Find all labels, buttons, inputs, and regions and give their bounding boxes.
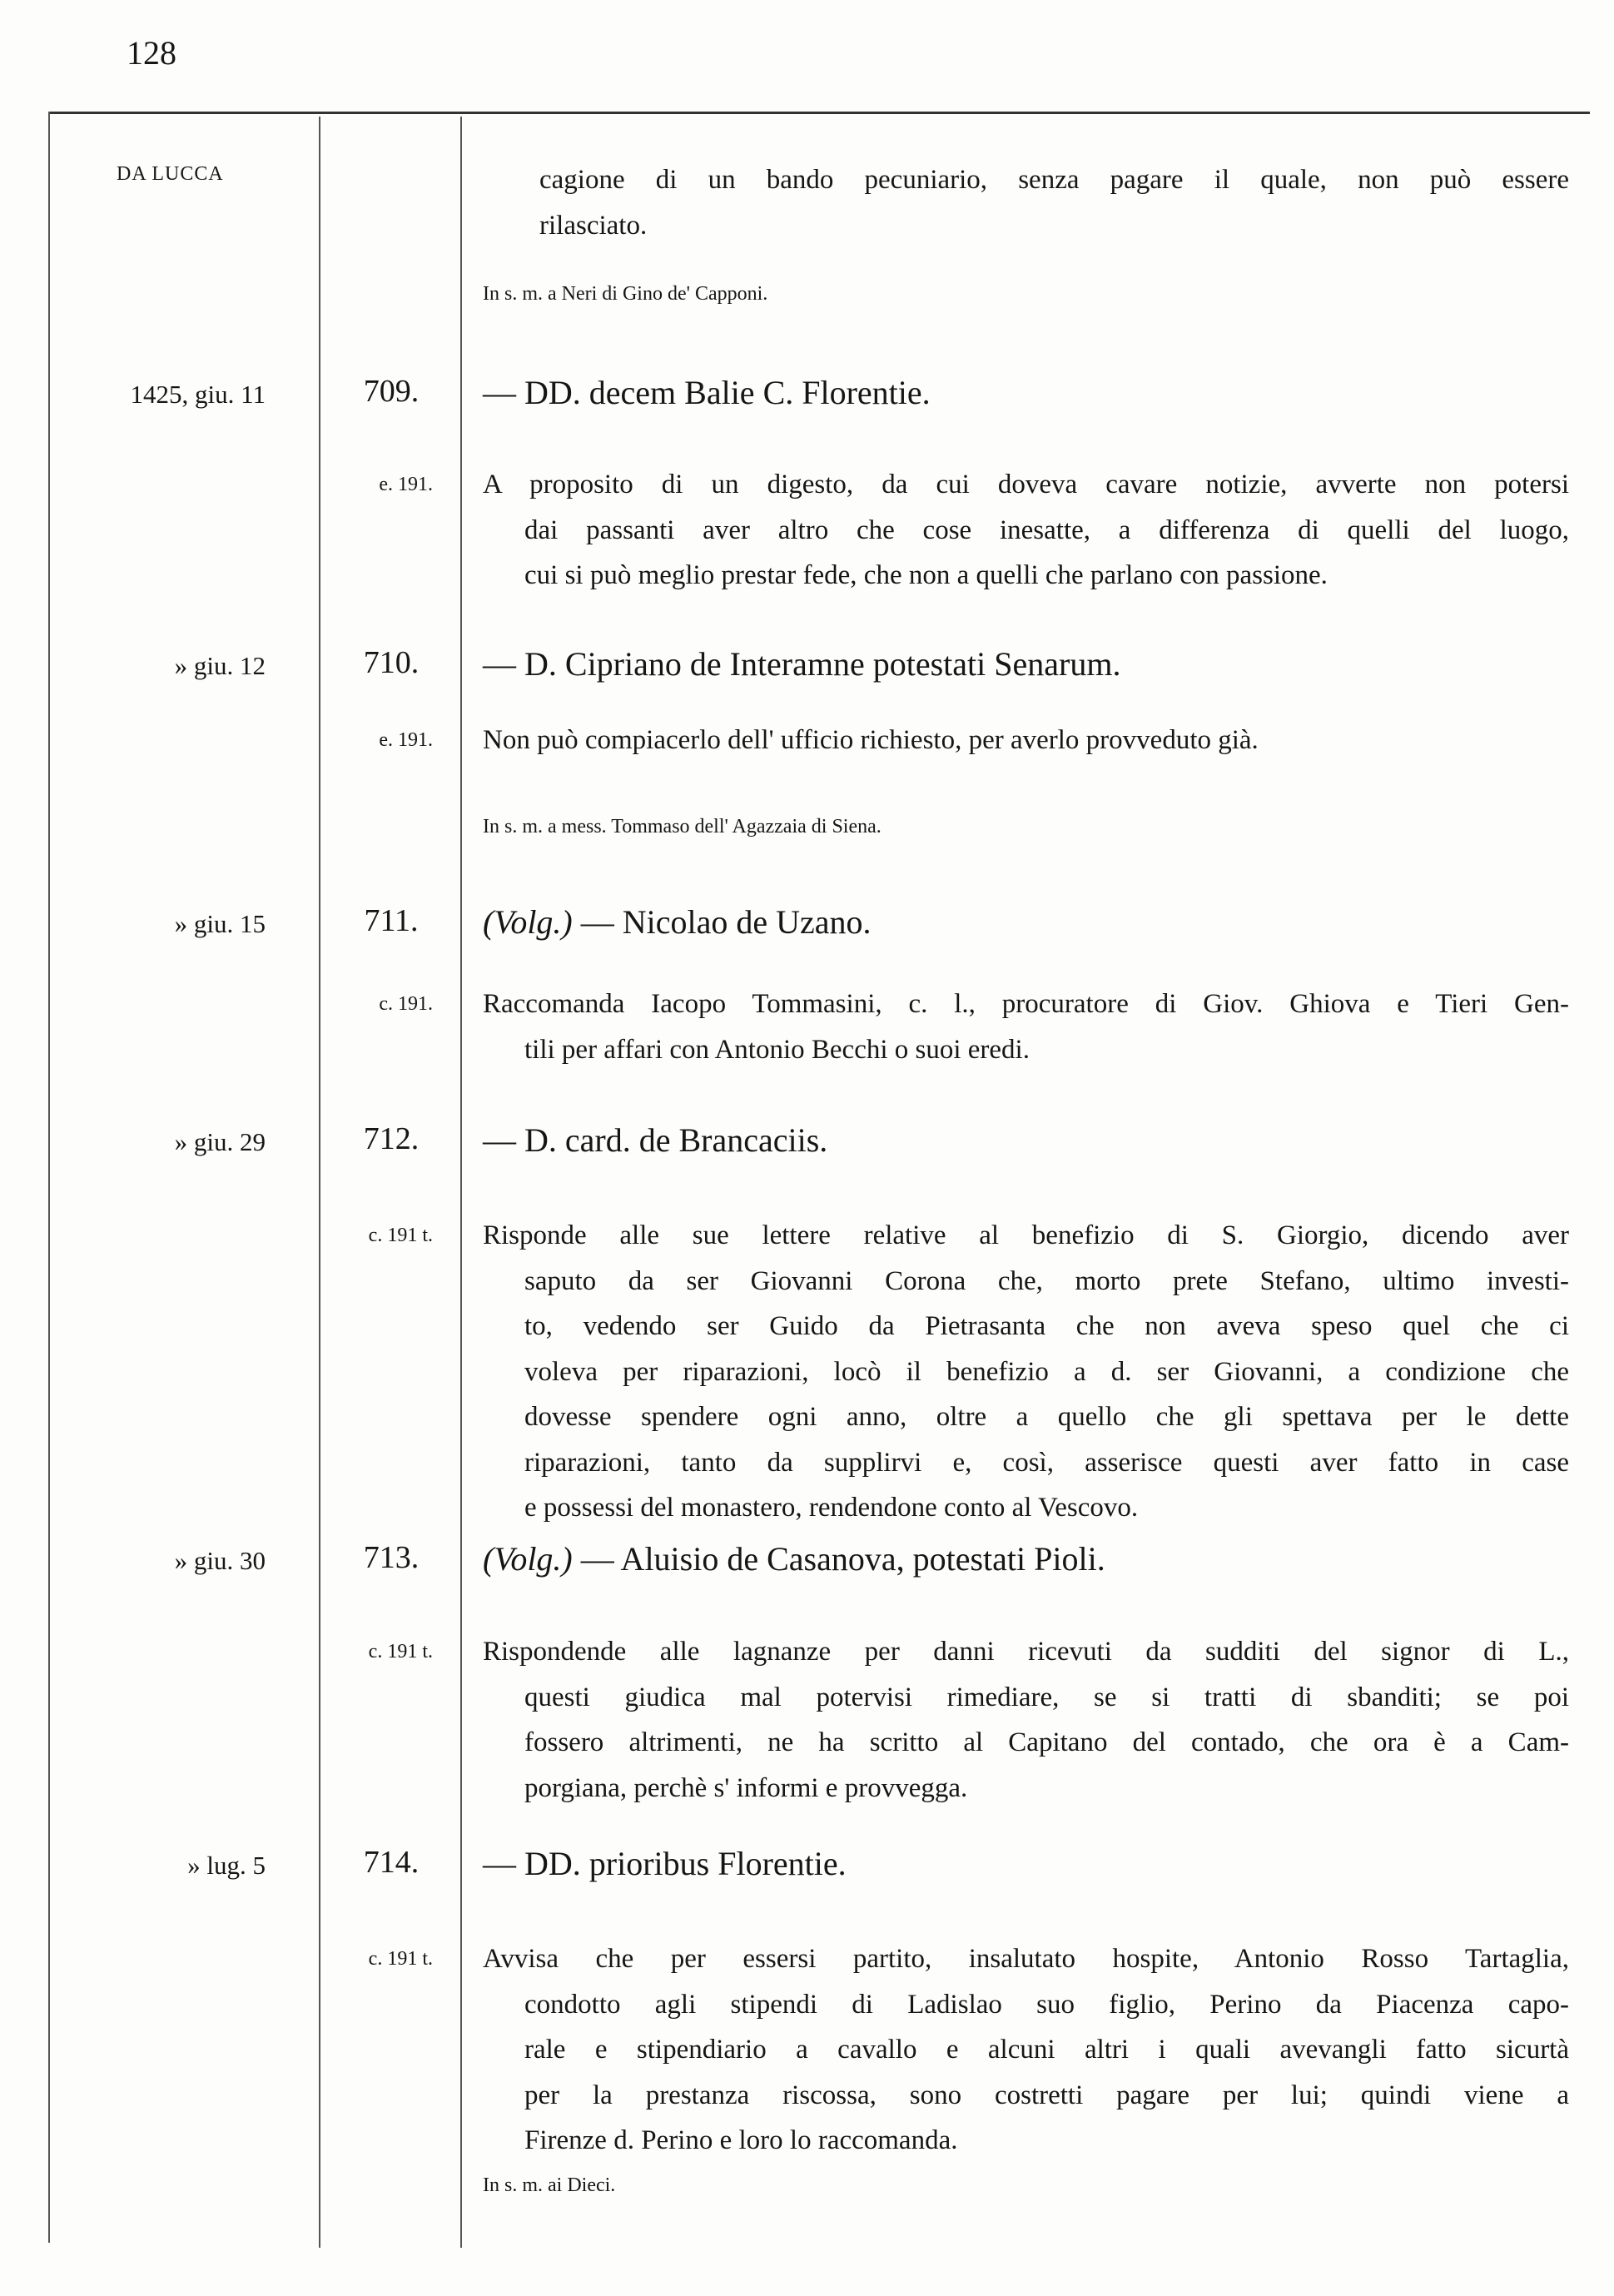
- entry-number: 709.: [363, 374, 420, 409]
- entry-date: 1425, giu. 11: [130, 380, 266, 409]
- text-line: saputo da ser Giovanni Corona che, morto prete Stefano, ultimo investi-: [524, 1265, 1569, 1296]
- entry-number: 712.: [363, 1121, 420, 1156]
- text-line: fossero altrimenti, ne ha scritto al Capitano del contado, che ora è a Cam-: [524, 1727, 1569, 1757]
- text-line: riparazioni, tanto da supplirvi e, così, asserisce questi aver fatto in case: [524, 1447, 1569, 1478]
- entry-summary: [483, 718, 1569, 763]
- entry-number: 713.: [363, 1540, 420, 1575]
- text-line: Rispondende alle lagnanze per danni ricevuti da sudditi del signor di L.,: [483, 1637, 1569, 1667]
- continuation-text: [539, 157, 1569, 248]
- addressee: — Aluisio de Casanova, potestati Pioli.: [572, 1540, 1105, 1578]
- entry-heading: [483, 644, 1120, 683]
- page-number: 128: [127, 34, 176, 72]
- text-line: Risponde alle sue lettere relative al benefizio di S. Giorgio, dicendo aver: [483, 1220, 1569, 1250]
- marginal-note: In s. m. a mess. Tommaso dell' Agazzaia di Siena.: [483, 816, 881, 837]
- entry-number: 711.: [364, 903, 419, 938]
- text-line: Avvisa che per essersi partito, insalutato hospite, Antonio Rosso Tartaglia,: [483, 1944, 1569, 1974]
- entry-date: » giu. 15: [174, 909, 266, 938]
- vernacular-marker: (Volg.): [483, 903, 573, 941]
- text-line: dovesse spendere ogni anno, oltre a quello che gli spettava per le dette: [524, 1402, 1569, 1432]
- folio-reference: e. 191.: [379, 474, 433, 495]
- text-line: e possessi del monastero, rendendone conto al Vescovo.: [524, 1493, 1139, 1523]
- addressee: — DD. decem Balie C. Florentie.: [483, 374, 931, 411]
- vernacular-marker: (Volg.): [483, 1540, 573, 1578]
- folio-reference: e. 191.: [379, 729, 433, 751]
- entry-date: » giu. 12: [174, 651, 266, 680]
- text-line: per la prestanza riscossa, sono costretti pagare per lui; quindi viene a: [524, 2080, 1569, 2110]
- entry-heading: [483, 1539, 1105, 1578]
- running-head: DA LUCCA: [117, 163, 224, 185]
- entry-summary: [483, 1629, 1569, 1811]
- column-rule-left: [48, 112, 50, 2243]
- marginal-note: In s. m. a Neri di Gino de' Capponi.: [483, 283, 768, 305]
- addressee: — DD. prioribus Florentie.: [483, 1845, 847, 1882]
- addressee: — D. card. de Brancaciis.: [483, 1121, 828, 1159]
- column-rule-number: [460, 117, 462, 2248]
- text-line: cagione di un bando pecuniario, senza pagare il quale, non può essere: [539, 165, 1569, 195]
- entry-date: » giu. 29: [174, 1127, 266, 1156]
- folio-reference: c. 191 t.: [368, 1225, 433, 1246]
- entry-heading: [483, 373, 931, 412]
- text-line: rale e stipendiario a cavallo e alcuni altri i quali avevangli fatto sicurtà: [524, 2035, 1569, 2065]
- text-line: cui si può meglio prestar fede, che non a quelli che parlano con passione.: [524, 560, 1328, 590]
- entry-summary: [483, 982, 1569, 1072]
- entry-heading: [483, 902, 872, 942]
- text-line: to, vedendo ser Guido da Pietrasanta che non aveva speso quel che ci: [524, 1311, 1569, 1341]
- entry-summary: [483, 1936, 1569, 2164]
- text-line: tili per affari con Antonio Becchi o suoi eredi.: [524, 1034, 1030, 1065]
- top-rule: [48, 112, 1590, 114]
- column-rule-date: [319, 117, 320, 2248]
- text-line: rilasciato.: [539, 210, 648, 241]
- text-line: Non può compiacerlo dell' ufficio richiesto, per averlo provveduto già.: [483, 725, 1259, 755]
- entry-date: » lug. 5: [187, 1851, 266, 1880]
- marginal-note: In s. m. ai Dieci.: [483, 2174, 616, 2196]
- text-line: dai passanti aver altro che cose inesatte, a differenza di quelli del luogo,: [524, 514, 1569, 545]
- entry-date: » giu. 30: [174, 1546, 266, 1575]
- text-line: Firenze d. Perino e loro lo raccomanda.: [524, 2125, 958, 2155]
- folio-reference: c. 191 t.: [368, 1641, 433, 1662]
- entry-heading: [483, 1844, 847, 1883]
- folio-reference: c. 191 t.: [368, 1948, 433, 1970]
- text-line: porgiana, perchè s' informi e provvegga.: [524, 1772, 968, 1803]
- entry-number: 710.: [363, 645, 420, 680]
- addressee: — D. Cipriano de Interamne potestati Senarum.: [483, 645, 1121, 683]
- text-line: Raccomanda Iacopo Tommasini, c. l., procuratore di Giov. Ghiova e Tieri Gen-: [483, 989, 1569, 1019]
- text-line: A proposito di un digesto, da cui doveva cavare notizie, avverte non potersi: [483, 470, 1569, 499]
- addressee: — Nicolao de Uzano.: [572, 903, 872, 941]
- text-line: voleva per riparazioni, locò il benefizio a d. ser Giovanni, a condizione che: [524, 1356, 1569, 1387]
- entry-number: 714.: [363, 1845, 420, 1880]
- text-line: questi giudica mal potervisi rimediare, se si tratti di sbanditi; se poi: [524, 1682, 1569, 1712]
- entry-summary: [483, 1213, 1569, 1531]
- entry-summary: [483, 462, 1569, 599]
- text-line: condotto agli stipendi di Ladislao suo figlio, Perino da Piacenza capo-: [524, 1989, 1569, 2020]
- folio-reference: c. 191.: [379, 993, 433, 1015]
- entry-heading: [483, 1121, 827, 1160]
